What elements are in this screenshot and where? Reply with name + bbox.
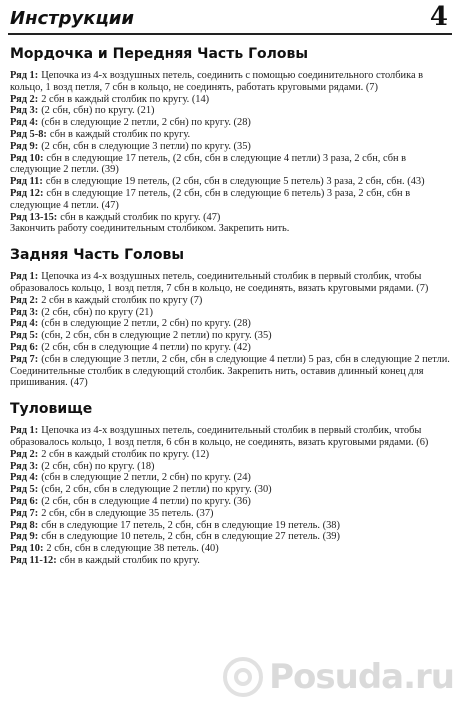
row-list [10,271,450,389]
row-label: Ряд 8: [10,519,39,531]
instruction-row [10,70,450,94]
instruction-row [10,425,450,449]
section-1 [10,247,450,389]
instruction-row [10,461,450,473]
watermark-logo-icon [223,657,263,697]
row-text: 2 сбн, сбн в следующие 35 петель. (37) [41,507,214,519]
row-text: 2 сбн в каждый столбик по кругу. (12) [41,448,210,460]
row-label: Ряд 9: [10,531,39,543]
row-text: (сбн, 2 сбн, сбн в следующие 2 петли) по кругу. (30) [41,484,272,496]
section-title: Задняя Часть Головы [10,247,185,264]
instruction-row [10,342,450,354]
instruction-row [10,330,450,342]
row-label: Ряд 1: [10,70,39,81]
row-text: 2 сбн в каждый столбик по кругу (7) [41,294,203,306]
row-label: Ряд 7: [10,353,39,365]
instructions-content [10,46,450,579]
instruction-row [10,531,450,543]
row-text: (сбн в следующие 2 петли, 2 сбн) по кругу. (24) [41,472,251,484]
section-2 [10,401,450,567]
row-text: сбн в следующие 17 петель, (2 сбн, сбн в следующие 6 петель) 3 раза, 2 сбн, сбн в следующие 4 петли. (47) [10,187,411,211]
row-label: Ряд 4: [10,318,39,330]
row-text: сбн в следующие 17 петель, 2 сбн, сбн в следующие 19 петель. (38) [41,519,340,531]
row-text: (2 сбн, сбн) по кругу (21) [41,306,153,318]
row-label: Ряд 13-15: [10,211,58,223]
row-label: Ряд 2: [10,448,39,460]
row-text: (2 сбн, сбн в следующие 4 петли) по кругу. (36) [41,495,251,507]
instruction-row [10,520,450,532]
row-text: сбн в каждый столбик по кругу. (47) [60,211,221,223]
row-label: Ряд 10: [10,152,44,164]
watermark-text: Posuda.ru [269,657,454,697]
row-label: Ряд 4: [10,472,39,484]
row-label: Ряд 9: [10,140,39,152]
instruction-row [10,543,450,555]
row-label: Ряд 1: [10,425,39,437]
instruction-row [10,318,450,330]
section-note: Закончить работу соединительным столбиком. Закрепить нить. [10,223,290,235]
section-title: Туловище [10,401,93,418]
instruction-row [10,295,450,307]
row-label: Ряд 11: [10,176,43,188]
row-text: сбн в следующие 19 петель, (2 сбн, сбн в следующие 5 петель) 3 раза, 2 сбн, сбн. (43) [45,176,425,188]
row-list [10,425,450,567]
header-title: Инструкции [10,8,135,29]
instruction-row [10,176,450,188]
row-label: Ряд 2: [10,93,39,105]
row-text: (сбн в следующие 2 петли, 2 сбн) по кругу. (28) [41,318,251,330]
row-text: Цепочка из 4-х воздушных петель, соединительный столбик в первый столбик, чтобы образовалось кольцо, 1 возд петля, 6 сбн в кольцо, не соединять, вязать круговыми рядами. (6) [10,425,429,448]
row-text: (2 сбн, сбн) по кругу. (21) [41,105,155,117]
row-text: Цепочка из 4-х воздушных петель, соединительный столбик в первый столбик, чтобы образовалось кольцо, 1 возд петля, 7 сбн в кольцо, не соединять, вязать круговыми рядами. (7) [10,271,429,294]
instruction-row [10,271,450,295]
instruction-row [10,307,450,319]
row-text: сбн в каждый столбик по кругу. [59,554,200,566]
row-label: Ряд 10: [10,543,44,555]
instruction-row [10,153,450,177]
row-label: Ряд 5-8: [10,128,47,140]
row-label: Ряд 3: [10,460,39,472]
instruction-row [10,141,450,153]
row-list [10,70,450,235]
row-text: (сбн в следующие 3 петли, 2 сбн, сбн в следующие 4 петли) 5 раз, сбн в следующие 2 петли. Соединительные столбик в следующий столбик. Закрепить нить, оставив длинный конец для пришивания. (47) [10,353,450,389]
instruction-row [10,212,450,224]
row-text: (2 сбн, сбн) по кругу. (18) [41,460,155,472]
row-text: (2 сбн, сбн в следующие 3 петли) по кругу. (35) [41,140,251,152]
row-text: (сбн, 2 сбн, сбн в следующие 2 петли) по кругу. (35) [41,330,272,342]
row-label: Ряд 6: [10,341,39,353]
instruction-row [10,94,450,106]
row-label: Ряд 5: [10,484,39,496]
row-text: Цепочка из 4-х воздушных петель, соединить с помощью соединительного столбика в кольцо, 1 возд петля, 7 сбн в кольцо, не соединять, работать круговыми рядами. (7) [10,70,424,93]
row-text: 2 сбн в каждый столбик по кругу. (14) [41,93,210,105]
row-label: Ряд 3: [10,105,39,117]
row-text: (2 сбн, сбн в следующие 4 петли) по кругу. (42) [41,341,251,353]
instruction-row [10,117,450,129]
instruction-row [10,484,450,496]
header-divider [8,33,452,35]
section-title: Мордочка и Передняя Часть Головы [10,46,309,62]
row-label: Ряд 1: [10,271,39,283]
row-label: Ряд 12: [10,187,44,199]
instruction-row [10,472,450,484]
row-label: Ряд 2: [10,294,39,306]
instruction-row [10,449,450,461]
section-0 [10,46,450,235]
page-header [0,0,460,36]
instruction-row [10,496,450,508]
instruction-row [10,105,450,117]
instruction-row [10,129,450,141]
row-label: Ряд 11-12: [10,554,57,566]
row-text: сбн в следующие 10 петель, 2 сбн, сбн в следующие 27 петель. (39) [41,531,340,543]
instruction-row [10,508,450,520]
instruction-row [10,188,450,212]
watermark [223,657,454,697]
instruction-row [10,555,450,567]
instruction-row [10,354,450,389]
row-label: Ряд 4: [10,117,39,129]
page-number: 4 [429,2,448,32]
row-label: Ряд 5: [10,330,39,342]
row-label: Ряд 3: [10,306,39,318]
row-text: (сбн в следующие 2 петли, 2 сбн) по кругу. (28) [41,117,251,129]
row-label: Ряд 6: [10,495,39,507]
row-text: сбн в каждый столбик по кругу. [49,128,191,140]
row-text: 2 сбн, сбн в следующие 38 петель. (40) [46,543,219,555]
row-text: сбн в следующие 17 петель, (2 сбн, сбн в следующие 4 петли) 3 раза, 2 сбн, сбн в следующие 2 петли. (39) [10,152,407,176]
row-label: Ряд 7: [10,507,39,519]
